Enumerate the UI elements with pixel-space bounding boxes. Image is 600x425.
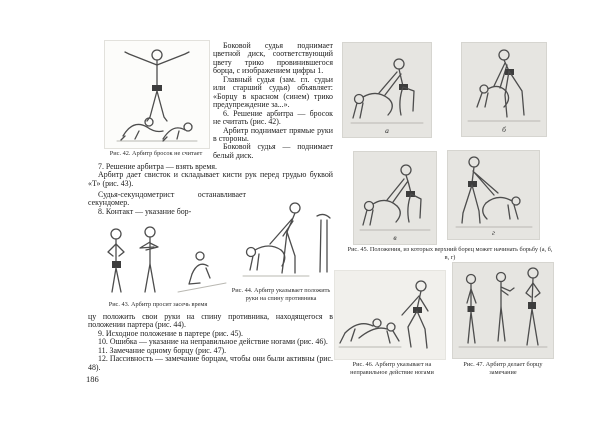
- fig43-image: [88, 222, 230, 298]
- paragraph: 11. Замечание одному борцу (рис. 47).: [98, 345, 227, 355]
- fig47-caption: Рис. 47. Арбитр делает борцу замечание: [463, 361, 543, 377]
- fig43-caption: Рис. 43. Арбитр просит засечь время: [108, 301, 208, 308]
- paragraph: Боковой судья — поднимает белый диск.: [213, 142, 333, 160]
- intro-text-column: [213, 42, 333, 160]
- fig47-drawing: [453, 263, 553, 358]
- fig44-image: [237, 192, 333, 284]
- fig46-drawing: [335, 271, 445, 359]
- paragraph: Боковой судья поднимает цветной диск, соответствующий цвету трико провинившегося борца, с изображением цифры 1.: [213, 41, 333, 76]
- fig45b-image: [461, 42, 547, 137]
- mid-text-block: [88, 163, 333, 188]
- fig42-image: [104, 40, 210, 149]
- page-number: 186: [86, 374, 99, 384]
- paragraph: Главный судья (зам. гл. судьи или старший судья) объявляет: «Борцу в красном (синем) трико предупреждение за...».: [213, 74, 333, 110]
- fig45v-label: в: [393, 233, 397, 242]
- fig45v-drawing: [354, 152, 436, 244]
- paragraph: Арбитр дает свисток и складывает кисти рук перед грудью буквой «Т» (рис. 43).: [88, 170, 333, 188]
- fig45a-image: [342, 42, 432, 138]
- paragraph: 8. Контакт — указание бор-: [98, 206, 192, 216]
- paragraph: 9. Исходное положение в партере (рис. 45).: [98, 328, 243, 338]
- fig45-caption: Рис. 45. Положения, из которых верхний борец может начинать борьбу (а, б, в, г): [347, 246, 553, 262]
- fig46-image: [334, 270, 446, 360]
- fig44-caption: Рис. 44. Арбитр указывает положить руки на спину противника: [231, 287, 331, 303]
- bottom-text-block: [88, 313, 333, 372]
- paragraph: 10. Ошибка — указание на неправильное действие ногами (рис. 46).: [98, 337, 328, 347]
- fig46-caption: Рис. 46. Арбитр указывает на неправильное действие ногами: [350, 361, 434, 377]
- mid-narrow-text-block: [88, 191, 246, 216]
- fig45g-drawing: [448, 151, 539, 239]
- fig45b-label: б: [502, 125, 506, 134]
- paragraph: 7. Решение арбитра — взять время.: [98, 162, 217, 171]
- fig47-image: [452, 262, 554, 359]
- fig45g-image: [447, 150, 540, 240]
- paragraph: Судья-секундометрист останавливает секундомер.: [88, 190, 246, 208]
- fig42-caption: Рис. 42. Арбитр бросок не считает: [109, 150, 203, 157]
- fig43-drawing: [88, 222, 230, 298]
- paragraph: Арбитр поднимает прямые руки в стороны.: [213, 125, 333, 143]
- fig42-drawing: [105, 41, 209, 148]
- fig45a-label: а: [385, 126, 389, 135]
- fig44-drawing: [237, 192, 333, 284]
- fig45g-label: г: [492, 228, 495, 237]
- paragraph: 6. Решение арбитра — бросок не считать (рис. 42).: [213, 108, 333, 127]
- paragraph: 12. Пассивность — замечание борцам, чтобы они были активны (рис. 48).: [88, 354, 333, 372]
- fig45b-drawing: [462, 43, 546, 136]
- fig45a-drawing: [343, 43, 431, 137]
- paragraph: цу положить свои руки на спину противника, находящегося в положении партера (рис. 44).: [88, 312, 333, 330]
- fig45v-image: [353, 151, 437, 245]
